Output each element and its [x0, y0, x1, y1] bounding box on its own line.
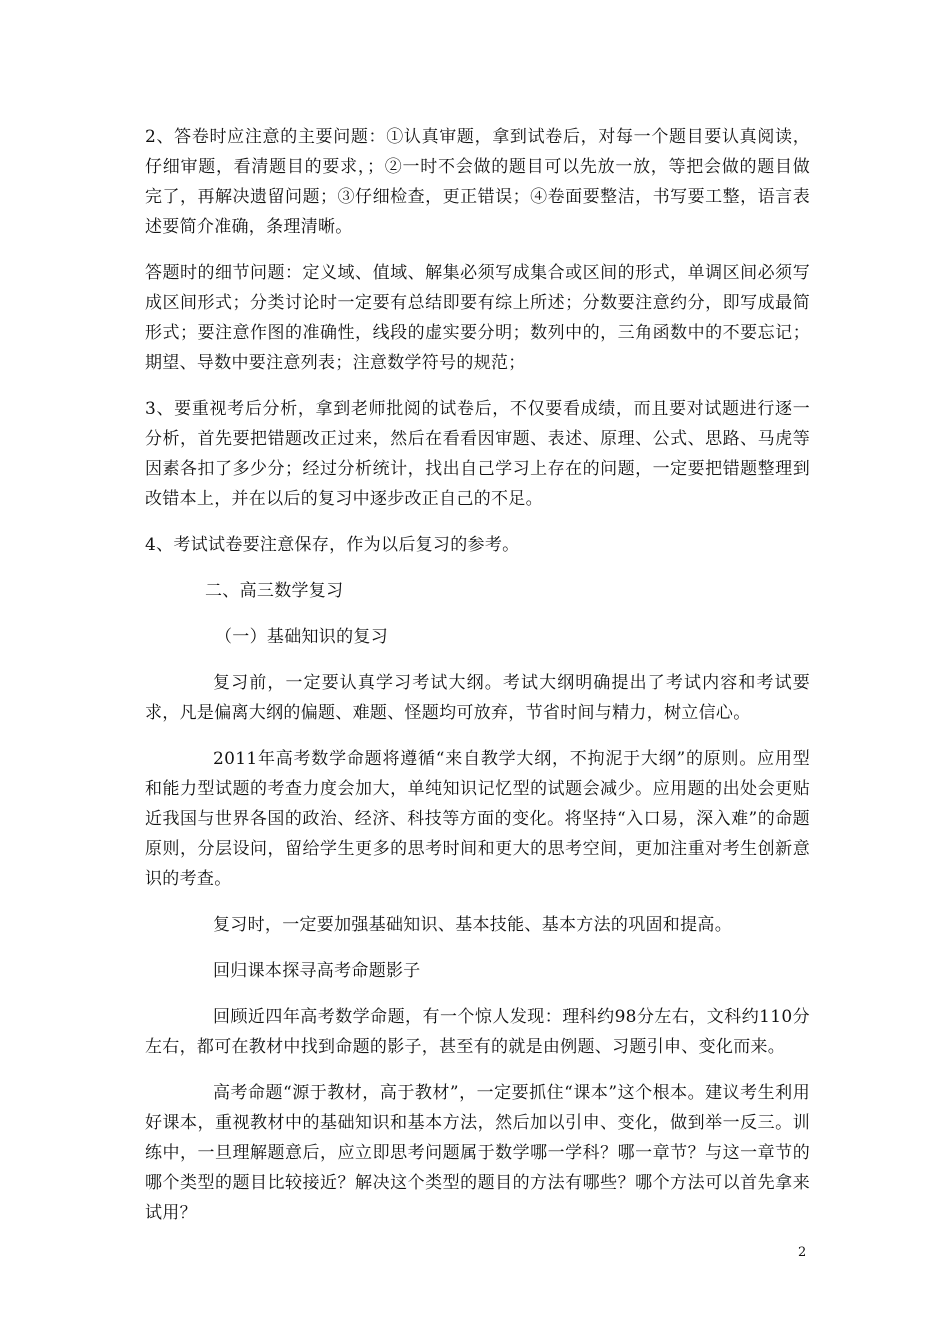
paragraph-keep-papers: 4、考试试卷要注意保存，作为以后复习的参考。: [145, 535, 520, 555]
paragraph-answering-issues: 2、答卷时应注意的主要问题：①认真审题，拿到试卷后，对每一个题目要认真阅读，仔细审题，看清题目的要求，；②一时不会做的题目可以先放一放，等把会做的题目做完了，再解决遗留问题；③仔细检查，更正错误；④卷面要整洁，书写要工整，语言表述要简介准确，条理清晰。: [145, 127, 810, 237]
paragraph-2011-principles: 2011年高考数学命题将遵循“来自教学大纲，不拘泥于大纲”的原则。应用型和能力型试题的考查力度会加大，单纯知识记忆型的试题会减少。应用题的出处会更贴近我国与世界各国的政治、经济、科技等方面的变化。将坚持“入口易，深入难”的命题原则，分层设问，留给学生更多的思考时间和更大的思考空间，更加注重对考生创新意识的考查。: [145, 749, 810, 889]
paragraph-answer-details: 答题时的细节问题：定义域、值域、解集必须写成集合或区间的形式，单调区间必须写成区间形式；分类讨论时一定要有总结即要有综上所述；分数要注意约分，即写成最简形式；要注意作图的准确性，线段的虚实要分明；数列中的，三角函数中的不要忘记；期望、导数中要注意列表；注意数学符号的规范；: [145, 263, 810, 373]
paragraph-textbook-roots: 高考命题“源于教材，高于教材”，一定要抓住“课本”这个根本。建议考生利用好课本，重视教材中的基础知识和基本方法，然后加以引申、变化，做到举一反三。训练中，一旦理解题意后，应立即思考问题属于数学哪一学科？哪一章节？与这一章节的哪个类型的题目比较接近？解决这个类型的题目的方法有哪些？哪个方法可以首先拿来试用？: [145, 1083, 810, 1223]
document-body: [145, 122, 810, 1228]
paragraph-strengthen-basics: 复习时，一定要加强基础知识、基本技能、基本方法的巩固和提高。: [213, 915, 732, 935]
paragraph-syllabus: 复习前，一定要认真学习考试大纲。考试大纲明确提出了考试内容和考试要求，凡是偏离大纲的偏题、难题、怪题均可放弃，节省时间与精力，树立信心。: [145, 673, 810, 723]
subsection-heading-basics: （一）基础知识的复习: [215, 627, 388, 647]
paragraph-post-exam-analysis: 3、要重视考后分析，拿到老师批阅的试卷后，不仅要看成绩，而且要对试题进行逐一分析，首先要把错题改正过来，然后在看看因审题、表述、原理、公式、思路、马虎等因素各扣了多少分；经过分析统计，找出自己学习上存在的问题，一定要把错题整理到改错本上，并在以后的复习中逐步改正自己的不足。: [145, 399, 810, 509]
paragraph-four-years-review: 回顾近四年高考数学命题，有一个惊人发现：理科约98分左右，文科约110分左右，都可在教材中找到命题的影子，甚至有的就是由例题、习题引申、变化而来。: [145, 1007, 810, 1057]
paragraph-return-to-textbook: 回归课本探寻高考命题影子: [213, 961, 421, 981]
page-number: 2: [798, 1245, 807, 1260]
section-heading-review: 二、高三数学复习: [205, 581, 344, 601]
